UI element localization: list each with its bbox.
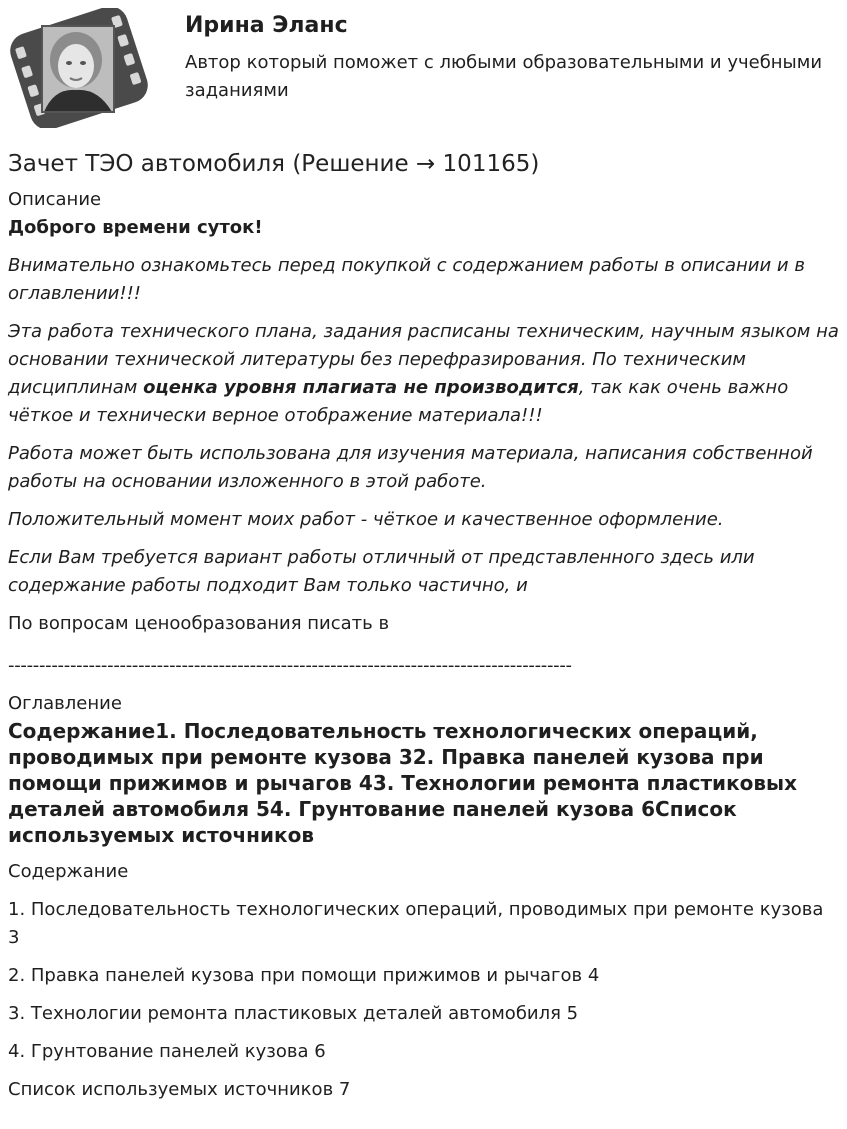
description-label: Описание bbox=[8, 189, 102, 210]
divider-line: ------------------------------------------------------------------------------------------- bbox=[8, 655, 572, 676]
toc-item: 1. Последовательность технологических операций, проводимых при ремонте кузова 3 bbox=[8, 899, 824, 948]
author-card bbox=[8, 8, 843, 128]
description-paragraph bbox=[8, 318, 840, 430]
text-span: Эта работа технического плана, задания расписаны техническим, научным языком на основании технической литературы без перефразирования. По техническим дисциплинам bbox=[8, 321, 839, 398]
page-title: Зачет ТЭО автомобиля (Решение → 101165) bbox=[8, 151, 540, 177]
author-avatar[interactable] bbox=[8, 8, 150, 128]
pricing-note: По вопросам ценообразования писать в bbox=[8, 613, 390, 634]
toc-item: Список используемых источников 7 bbox=[8, 1079, 351, 1100]
author-name[interactable]: Ирина Эланс bbox=[185, 13, 348, 38]
description-paragraph: Работа может быть использована для изучения материала, написания собственной работы на основании изложенного в этой работе. bbox=[8, 443, 813, 492]
greeting: Доброго времени суток! bbox=[8, 217, 263, 238]
description-paragraph: Если Вам требуется вариант работы отличный от представленного здесь или содержание работы подходит Вам только частично, и bbox=[8, 547, 755, 596]
author-description: Автор который поможет с любыми образовательными и учебными заданиями bbox=[185, 52, 823, 101]
toc-heading: Содержание1. Последовательность технологических операций, проводимых при ремонте кузова 32. Правка панелей кузова при помощи прижимов и рычагов 43. Технологии ремонта пластиковых деталей автомобиля 54. Грунтование панелей кузова 6Список используемых источников bbox=[8, 719, 798, 847]
text-span: , так как очень важно чёткое и технически верное отображение материала!!! bbox=[8, 377, 789, 426]
toc-label: Оглавление bbox=[8, 693, 122, 714]
description-paragraph: Положительный момент моих работ - чёткое и качественное оформление. bbox=[8, 509, 724, 530]
toc-item: 2. Правка панелей кузова при помощи прижимов и рычагов 4 bbox=[8, 965, 600, 986]
emphasis-text: оценка уровня плагиата не производится bbox=[143, 377, 579, 398]
description-paragraph: Внимательно ознакомьтесь перед покупкой с содержанием работы в описании и в оглавлении!!! bbox=[8, 255, 805, 304]
toc-item: 4. Грунтование панелей кузова 6 bbox=[8, 1041, 326, 1062]
toc-item: 3. Технологии ремонта пластиковых деталей автомобиля 5 bbox=[8, 1003, 579, 1024]
content bbox=[8, 186, 840, 1114]
contents-label: Содержание bbox=[8, 861, 129, 882]
